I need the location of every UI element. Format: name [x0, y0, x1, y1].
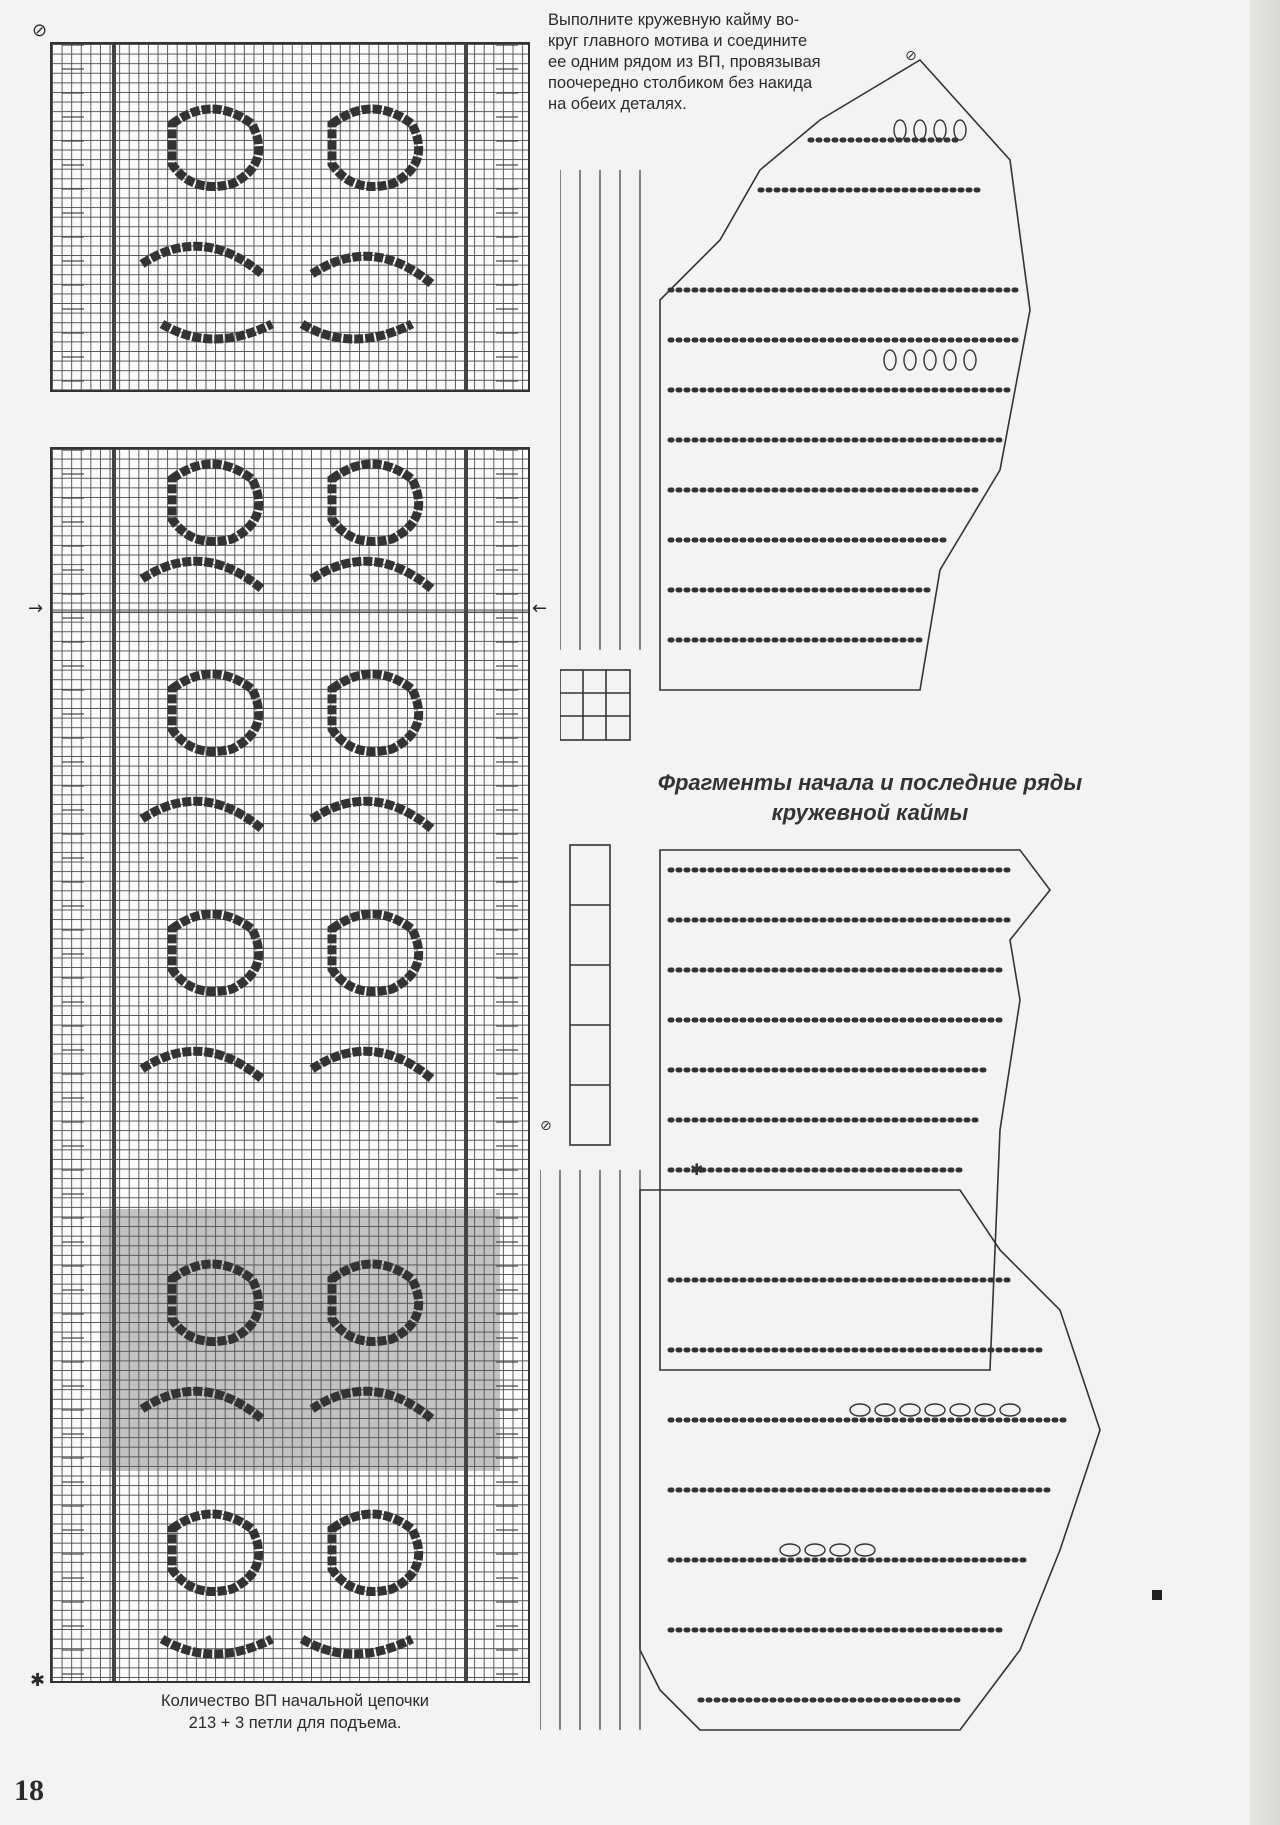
- star-symbol-icon: ✱: [690, 1160, 704, 1179]
- page-number: 18: [14, 1774, 44, 1807]
- repeat-arrow-left-icon: →: [28, 598, 44, 619]
- filet-chart-top: [50, 42, 530, 392]
- instruction-line: на обеих деталях.: [548, 95, 687, 113]
- fragment-title-line: Фрагменты начала и последние ряды: [657, 770, 1083, 795]
- end-marker-icon: [1152, 1590, 1162, 1600]
- page-edge: [1250, 0, 1280, 1825]
- instruction-line: круг главного мотива и соедините: [548, 32, 808, 50]
- fragment-title: [610, 768, 1130, 828]
- stitch-count-text: [100, 1690, 490, 1734]
- instruction-line: ее одним рядом из ВП, провязывая: [548, 53, 821, 71]
- filet-chart-main: [50, 447, 530, 1683]
- filet-motif-main: [52, 449, 528, 1681]
- start-symbol-icon: ⊘: [540, 1118, 552, 1134]
- stitch-count-line: 213 + 3 петли для подъема.: [188, 1714, 402, 1732]
- lace-edging-diagram-top: [560, 50, 1250, 750]
- fragment-title-line: кружевной каймы: [771, 800, 969, 825]
- lace-edging-diagram-bottom: [540, 830, 1240, 1810]
- star-symbol-icon: ✱: [30, 1670, 46, 1691]
- filet-motif-top: [52, 44, 528, 390]
- start-symbol-icon: ⊘: [32, 20, 48, 41]
- instruction-line: поочередно столбиком без накида: [548, 74, 813, 92]
- repeat-arrow-right-icon: ←: [532, 598, 548, 619]
- stitch-count-line: Количество ВП начальной цепочки: [161, 1692, 429, 1710]
- instruction-line: Выполните кружевную кайму во-: [548, 11, 800, 29]
- start-symbol-icon: ⊘: [905, 50, 917, 64]
